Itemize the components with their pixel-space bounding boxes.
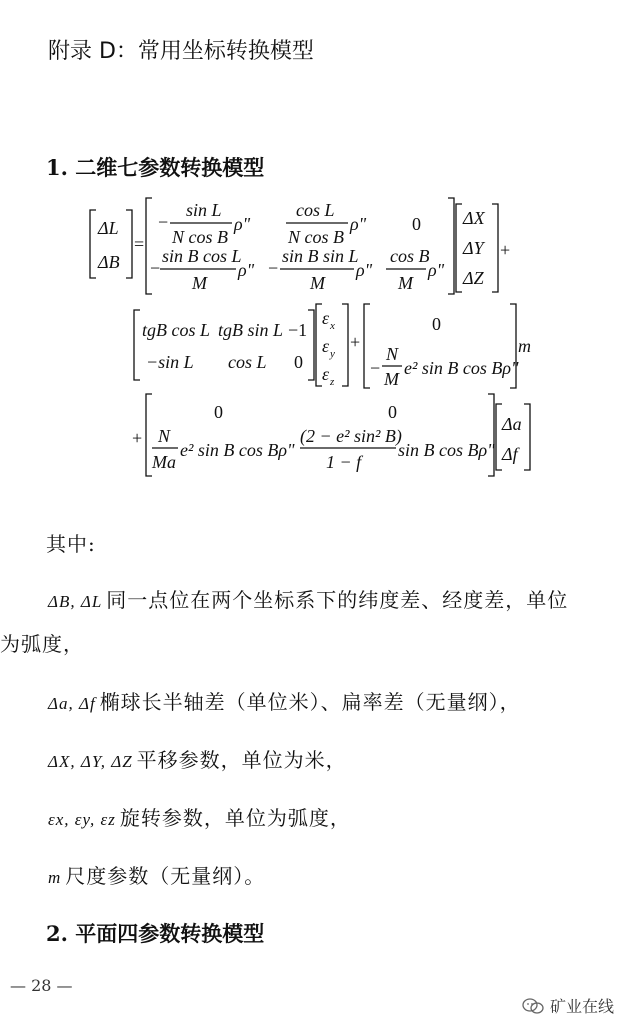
r2-minus2: −	[268, 258, 279, 278]
r1-rho1: ρ"	[234, 214, 251, 234]
ell-c1-num: N	[158, 426, 171, 446]
formula-svg	[0, 190, 640, 490]
r2-rho3: ρ"	[428, 260, 445, 280]
shift-dy: ΔY	[463, 238, 484, 258]
definition-1	[48, 584, 568, 613]
r2-f3-den: M	[398, 273, 413, 293]
r1-f1-den: N cos B	[172, 227, 228, 247]
rot-r1c2: tgB sin L	[218, 320, 284, 340]
lhs-dl: ΔL	[98, 218, 119, 238]
shift-bracket-right	[492, 204, 498, 292]
shift-bracket-left	[456, 204, 462, 292]
ell-vec-bracket-right	[524, 404, 530, 470]
rot-r1c1: tgB cos L	[142, 320, 211, 340]
watermark-text: 矿业在线	[549, 997, 614, 1016]
r2-f2-den: M	[310, 273, 325, 293]
ell-zero1: 0	[214, 402, 223, 422]
rot-bracket-left	[134, 310, 140, 380]
rot-r1c3: −1	[288, 320, 308, 340]
eps-z-sub: z	[330, 376, 335, 388]
definition-4	[48, 802, 351, 831]
scale-den: M	[384, 369, 399, 389]
ell-c1-den: Ma	[152, 452, 176, 472]
r1-f2-den: N cos B	[288, 227, 344, 247]
lhs-bracket-right	[126, 210, 132, 278]
ell-bracket-right	[488, 394, 494, 476]
r2-rho2: ρ"	[356, 260, 373, 280]
rot-r2c2: cos L	[228, 352, 267, 372]
definition-5-text: 尺度参数（无量纲）。	[65, 864, 266, 888]
section-2-title: 2. 平面四参数转换模型	[46, 921, 265, 946]
eps-x: ε	[322, 308, 330, 328]
ell-vec-df: Δf	[502, 444, 518, 464]
scale-m: m	[518, 336, 531, 356]
definition-1-symbol: ΔB, ΔL	[48, 592, 103, 611]
definition-2	[48, 686, 521, 715]
scale-minus: −	[370, 358, 381, 378]
eps-z: ε	[322, 364, 330, 384]
r1-minus: −	[158, 212, 169, 232]
r2-f1-num: sin B cos L	[162, 246, 242, 266]
eps-x-sub: x	[330, 320, 335, 332]
r2-minus1: −	[150, 258, 161, 278]
definition-3-symbol: ΔX, ΔY, ΔZ	[48, 752, 133, 771]
section-1-title: 1. 二维七参数转换模型	[46, 155, 265, 180]
where-label: 其中:	[46, 532, 96, 556]
ell-c2-rest: sin B cos Bρ"	[398, 440, 495, 460]
scale-num: N	[386, 344, 399, 364]
r2-f3-num: cos B	[390, 246, 430, 266]
definition-2-symbol: Δa, Δf	[48, 694, 96, 713]
definition-1-continued: 为弧度，	[0, 632, 84, 656]
definition-5-symbol: m	[48, 868, 62, 887]
rot-r2c3: 0	[294, 352, 303, 372]
scale-rest: e² sin B cos Bρ"	[404, 358, 519, 378]
definition-4-symbol: εx, εy, εz	[48, 810, 116, 829]
definition-3	[48, 744, 347, 773]
ell-c1-rest: e² sin B cos Bρ"	[180, 440, 295, 460]
r2-f2-num: sin B sin L	[282, 246, 359, 266]
ell-c2-num: (2 − e² sin² B)	[300, 426, 402, 446]
shift-dz: ΔZ	[463, 268, 484, 288]
definition-5	[48, 860, 265, 889]
matrix1-bracket-right	[448, 198, 454, 294]
lhs-db: ΔB	[98, 252, 120, 272]
ell-zero2: 0	[388, 402, 397, 422]
ell-vec-da: Δa	[502, 414, 522, 434]
wechat-icon	[522, 997, 544, 1015]
plus-2: +	[350, 332, 361, 352]
watermark	[522, 994, 614, 1017]
r1-f1-num: sin L	[186, 200, 222, 220]
r1-zero: 0	[412, 214, 421, 234]
r2-rho1: ρ"	[238, 260, 255, 280]
page-number: — 28 —	[10, 976, 73, 995]
shift-dx: ΔX	[463, 208, 485, 228]
lhs-bracket-left	[90, 210, 96, 278]
eps-y: ε	[322, 336, 330, 356]
rot-r2c1: −sin L	[146, 352, 194, 372]
appendix-title: 附录 D：常用坐标转换模型	[48, 39, 314, 64]
plus-1: +	[500, 240, 511, 260]
scale-top-zero: 0	[432, 314, 441, 334]
eps-bracket-right	[342, 304, 348, 386]
eps-y-sub: y	[330, 348, 335, 360]
r1-rho2: ρ"	[350, 214, 367, 234]
definition-1-text: 同一点位在两个坐标系下的纬度差、经度差，单位	[106, 588, 569, 612]
definition-4-text: 旋转参数，单位为弧度，	[119, 806, 351, 830]
definition-3-text: 平移参数，单位为米，	[136, 748, 347, 772]
matrix1-bracket-left	[146, 198, 152, 294]
definition-2-text: 椭球长半轴差（单位米）、扁率差（无量纲），	[99, 690, 521, 714]
equals-sign: =	[134, 234, 145, 254]
seven-parameter-formula	[0, 190, 640, 490]
rot-bracket-right	[308, 310, 314, 380]
plus-3: +	[132, 428, 143, 448]
r1-f2-num: cos L	[296, 200, 335, 220]
ell-c2-den: 1 − f	[326, 452, 362, 472]
r2-f1-den: M	[192, 273, 207, 293]
